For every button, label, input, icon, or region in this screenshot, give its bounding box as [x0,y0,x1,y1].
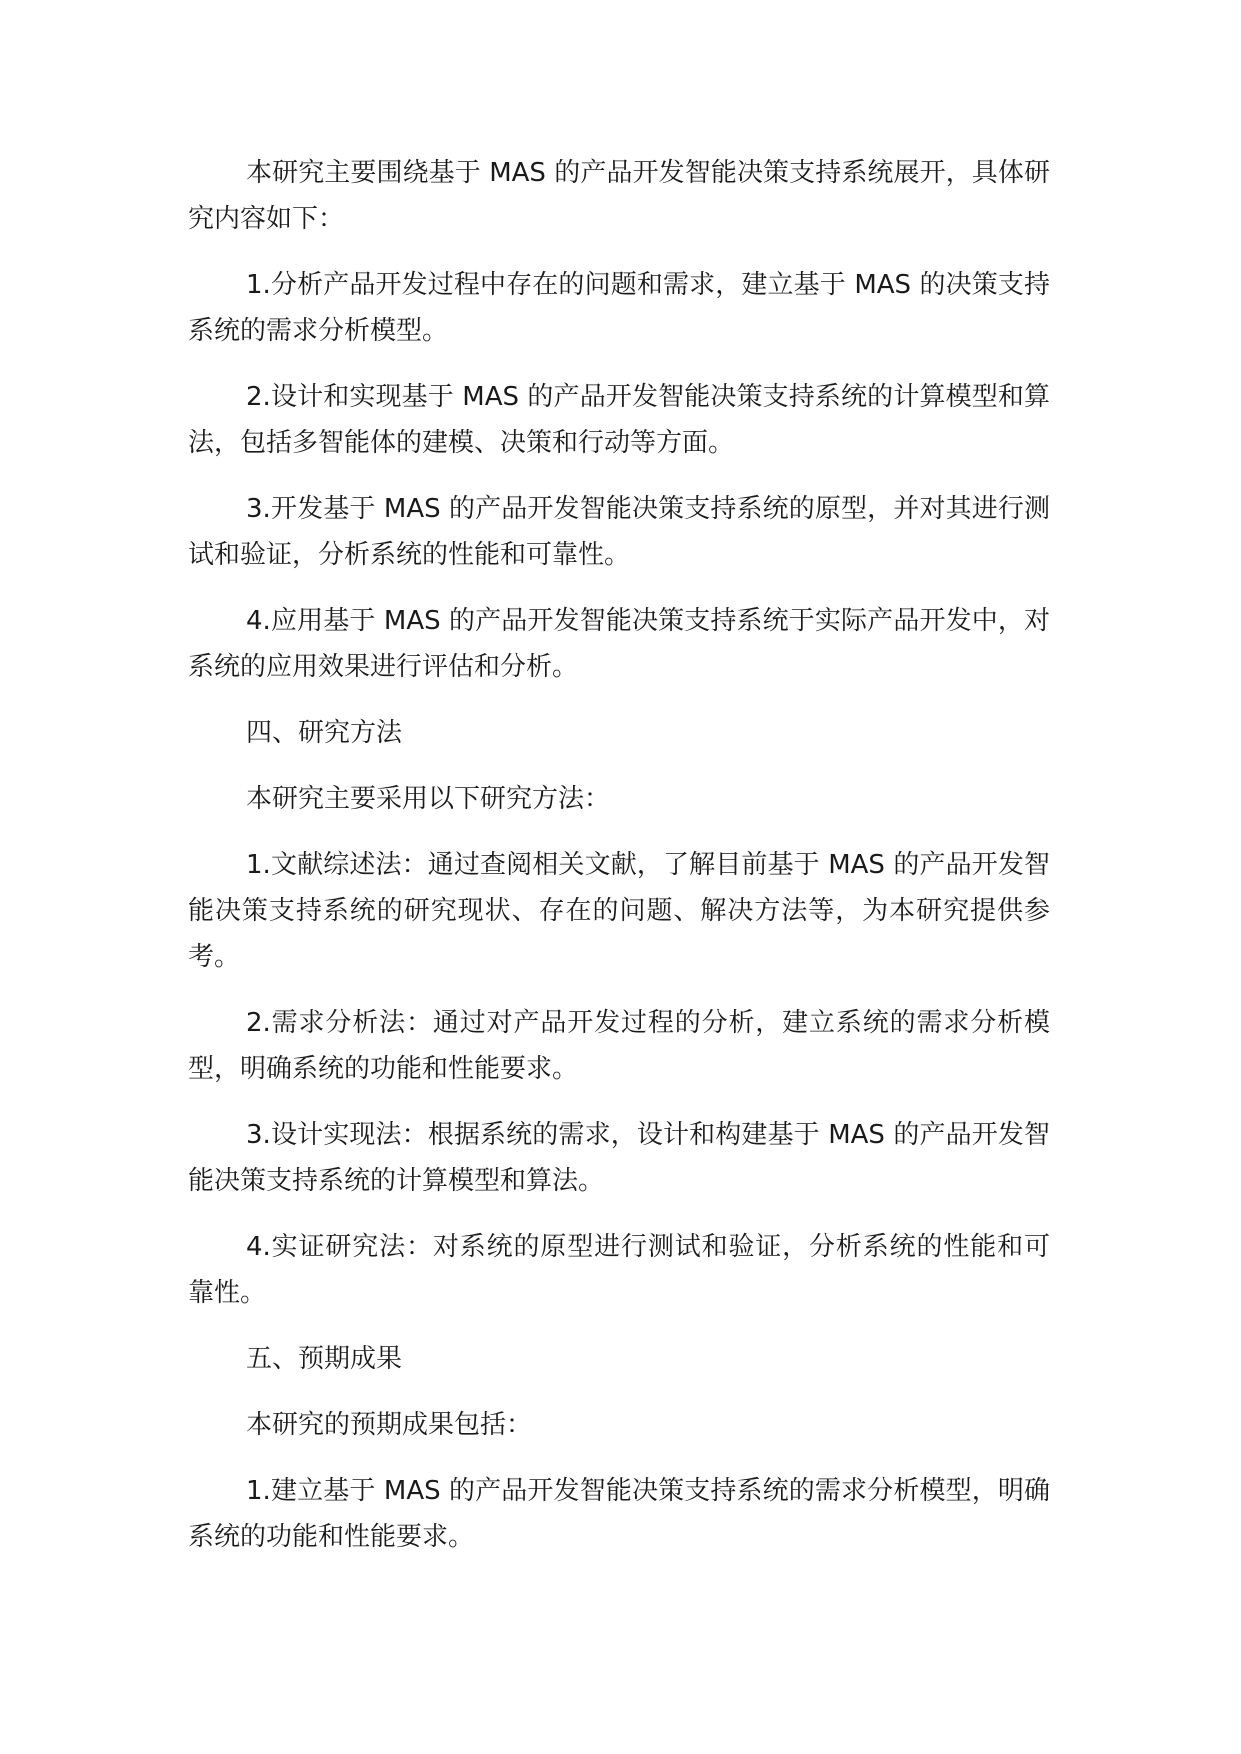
method-item-4: 4.实证研究法：对系统的原型进行测试和验证，分析系统的性能和可靠性。 [188,1232,1050,1308]
content-item-4: 4.应用基于 MAS 的产品开发智能决策支持系统于实际产品开发中，对系统的应用效果进行评估和分析。 [188,606,1050,682]
outcome-item-1: 1.建立基于 MAS 的产品开发智能决策支持系统的需求分析模型，明确系统的功能和性能要求。 [188,1476,1050,1552]
method-item-3: 3.设计实现法：根据系统的需求，设计和构建基于 MAS 的产品开发智能决策支持系统的计算模型和算法。 [188,1120,1050,1196]
section-heading-methods: 四、研究方法 [246,718,403,748]
content-item-1: 1.分析产品开发过程中存在的问题和需求，建立基于 MAS 的决策支持系统的需求分析模型。 [188,270,1050,346]
document-body [188,150,1050,1580]
intro-paragraph: 本研究主要围绕基于 MAS 的产品开发智能决策支持系统展开，具体研究内容如下： [188,158,1050,234]
method-item-2: 2.需求分析法：通过对产品开发过程的分析，建立系统的需求分析模型，明确系统的功能和性能要求。 [188,1008,1050,1084]
methods-intro-paragraph: 本研究主要采用以下研究方法： [246,784,611,814]
section-heading-outcomes: 五、预期成果 [246,1344,403,1374]
content-item-3: 3.开发基于 MAS 的产品开发智能决策支持系统的原型，并对其进行测试和验证，分析系统的性能和可靠性。 [188,494,1050,570]
method-item-1: 1.文献综述法：通过查阅相关文献，了解目前基于 MAS 的产品开发智能决策支持系统的研究现状、存在的问题、解决方法等，为本研究提供参考。 [188,850,1050,972]
content-item-2: 2.设计和实现基于 MAS 的产品开发智能决策支持系统的计算模型和算法，包括多智能体的建模、决策和行动等方面。 [188,382,1050,458]
outcomes-intro-paragraph: 本研究的预期成果包括： [246,1410,533,1440]
